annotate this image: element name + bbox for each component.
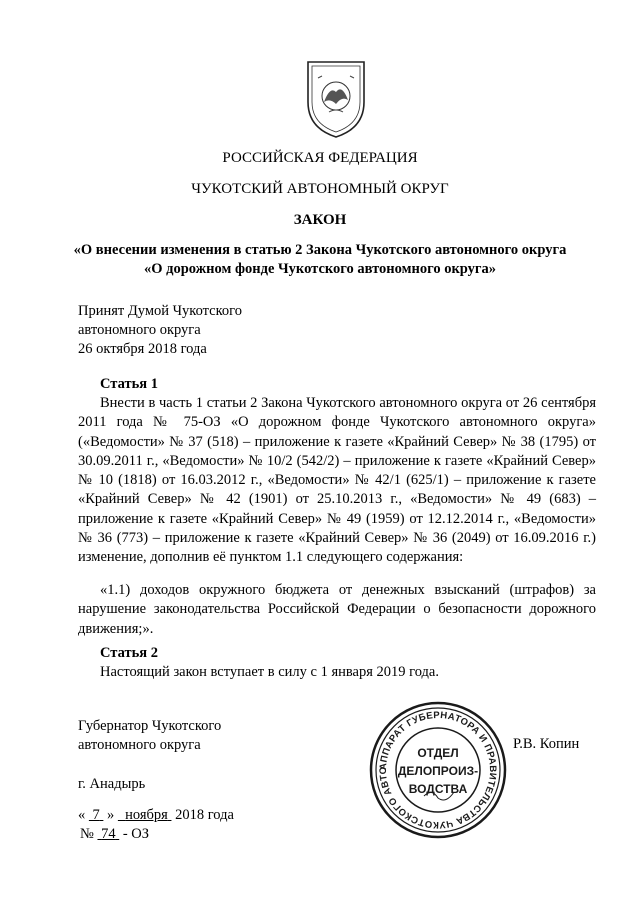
date-month-value: ноября	[125, 807, 168, 823]
stamp-ring-text: АППАРАТ ГУБЕРНАТОРА И ПРАВИТЕЛЬСТВА ЧУКОТСКОГО АВТО	[377, 709, 499, 831]
governor-name: Р.В. Копин	[513, 736, 580, 752]
number-suffix: - ОЗ	[122, 826, 150, 842]
article-1-title: Статья 1	[100, 376, 158, 392]
law-title-line-1: «О внесении изменения в статью 2 Закона Чукотского автономного округа	[73, 242, 567, 258]
article-2-title: Статья 2	[100, 645, 158, 661]
number-sign: №	[80, 826, 94, 842]
governor-position	[78, 717, 221, 755]
governor-position-line-2: автономного округа	[78, 737, 201, 753]
article-2-text: Настоящий закон вступает в силу с 1 января 2019 года.	[100, 664, 439, 680]
article-1-quote: «1.1) доходов окружного бюджета от денежных взысканий (штрафов) за нарушение законодательства Российской Федерации о безопасности дорожного движения;».	[78, 582, 596, 637]
office-stamp	[368, 700, 508, 840]
date-month	[118, 807, 172, 823]
article-1-text: Внести в часть 1 статьи 2 Закона Чукотского автономного округа от 26 сентября 2011 года № 75-ОЗ «О дорожном фонде Чукотского автономного округа» («Ведомости» № 37 (518) – приложение к газете «Крайний Север» № 38 (1795) от 30.09.2011 г., «Ведомости» № 10/2 (542/2) – приложение к газете «Крайний Север» № 10 (1818) от 16.03.2012 г., «Ведомости» № 42/1 (625/1) – приложение к газете «Крайний Север» № 42 (1901) от 25.10.2013 г., «Ведомости» № 49 (683) – приложение к газете «Крайний Север» № 49 (1959) от 12.12.2014 г., «Ведомости» № 36 (773) – приложение к газете «Крайний Север» № 36 (2049) от 16.09.2016 г.) изменение, дополнив её пунктом 1.1 следующего содержания:	[78, 395, 596, 566]
governor-position-line-1: Губернатор Чукотского	[78, 718, 222, 734]
adoption-date: 26 октября 2018 года	[78, 341, 207, 357]
adoption-block	[78, 302, 242, 359]
date-year: 2018 года	[175, 807, 234, 823]
coat-of-arms-emblem	[302, 58, 370, 140]
signing-date	[78, 806, 234, 825]
date-day	[89, 807, 104, 823]
date-open-quote: «	[78, 807, 86, 823]
signing-city: г. Анадырь	[78, 776, 146, 792]
document-type: ЗАКОН	[293, 212, 347, 228]
adoption-line-1: Принят Думой Чукотского	[78, 303, 243, 319]
law-number	[80, 825, 149, 844]
stamp-line-1: ОТДЕЛ	[417, 746, 459, 760]
country-heading: РОССИЙСКАЯ ФЕДЕРАЦИЯ	[222, 150, 418, 166]
adoption-line-2: автономного округа	[78, 322, 201, 338]
law-title-line-2: «О дорожном фонде Чукотского автономного округа»	[143, 261, 497, 277]
number-value: 74	[101, 826, 116, 842]
date-day-value: 7	[92, 807, 100, 823]
number-value-wrap	[97, 826, 119, 842]
stamp-line-3: ВОДСТВА	[408, 782, 468, 796]
date-close-quote: »	[107, 807, 115, 823]
stamp-line-2: ДЕЛОПРОИЗ-	[397, 764, 479, 778]
region-heading: ЧУКОТСКИЙ АВТОНОМНЫЙ ОКРУГ	[191, 181, 449, 197]
